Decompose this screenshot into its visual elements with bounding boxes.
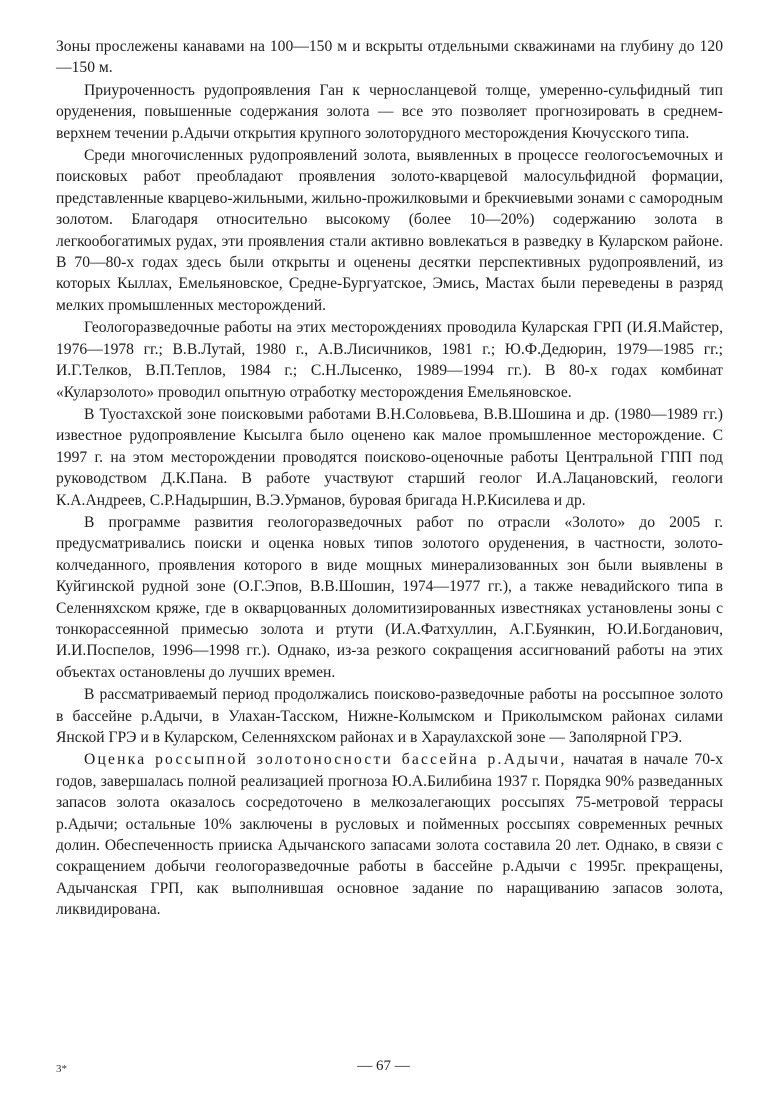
paragraph-6: В программе развития геологоразведочных работ по отрасли «Золото» до 2005 г. предусматривались поиски и оценка новых типов золотого оруденения, в частности, золото-колчеданного, проявления которого в виде мощных минерализованных зон были выявлены в Куйгинской рудной зоне (О.Г.Эпов, В.В.Шошин, 1974—1977 гг.), а также невадийского типа в Селенняхском кряже, где в окварцованных доломитизированных известняках установлены зоны с тонкорассеянной примесью золота и ртути (И.А.Фатхуллин, А.Г.Буянкин, Ю.И.Богданович, И.И.Поспелов, 1996—1998 гг.). Однако, из-за резкого сокращения ассигнований работы на этих объектах остановлены до лучших времен. <box>56 513 723 681</box>
paragraph-3: Среди многочисленных рудопроявлений золота, выявленных в процессе геологосъемочных и поисковых работ преобладают проявления золото-кварцевой малосульфидной формации, представленные кварцево-жильными, жильно-прожилковыми и брекчиевыми зонами с самородным золотом. Благодаря относительно высокому (более 10—20%) содержанию золота в легкообогатимых рудах, эти проявления стали активно вовлекаться в разведку в Куларском районе. В 70—80-х годах здесь были открыты и оценены десятки перспективных рудопроявлений, из которых Кыллах, Емельяновское, Средне-Бургуатское, Эмись, Мастах были переведены в разряд мелких промышленных месторождений. <box>56 147 723 314</box>
signature-mark: 3* <box>56 1063 67 1075</box>
paragraph-2: Приуроченность рудопроявления Ган к черносланцевой толще, умеренно-сульфидный тип оруденения, повышенные содержания золота — все это позволяет прогнозировать в среднем-верхнем течении р.Адычи открытия крупного золоторудного месторождения Кючусского типа. <box>56 81 723 142</box>
paragraph-5: В Туостахской зоне поисковыми работами В.Н.Соловьева, В.В.Шошина и др. (1980—1989 гг.) известное рудопроявление Кысылга было оценено как малое промышленное месторождение. С 1997 г. на этом месторождении проводятся поисково-оценочные работы Центральной ГПП под руководством Д.К.Пана. В работе участвуют старший геолог И.А.Лацановский, геологи К.А.Андреев, С.Р.Надыршин, В.Э.Урманов, буровая бригада Н.Р.Кисилева и др. <box>56 405 723 509</box>
paragraph-8-rest: начатая в начале 70-х годов, завершалась полной реализацией прогноза Ю.А.Билибина 1937 г. Порядка 90% разведанных запасов золота оказалось сосредоточено в мелкозалегающих россыпях 75-метровой террасы р.Адычи; остальные 10% заключены в русловых и пойменных россыпях современных речных долин. Обеспеченность прииска Адычанского запасами золота составила 20 лет. Однако, в связи с сокращением добычи геологоразведочные работы в бассейне р.Адычи с 1995г. прекращены, Адычанская ГРП, как выполнившая основное задание по наращиванию запасов золота, ликвидирована. <box>56 751 723 919</box>
page-body <box>56 36 723 922</box>
paragraph-8 <box>56 749 723 920</box>
spaced-lead-text: Оценка россыпной золотоносности бассейна р.Адычи, <box>84 751 567 769</box>
paragraph-1: Зоны прослежены канавами на 100—150 м и вскрыты отдельными скважинами на глубину до 120—150 м. <box>56 38 723 77</box>
paragraph-7: В рассматриваемый период продолжались поисково-разведочные работы на россыпное золото в бассейне р.Адычи, в Улахан-Тасском, Нижне-Колымском и Приколымском районах силами Янской ГРЭ и в Куларском, Селенняхском районах и в Хараулахской зоне — Заполярной ГРЭ. <box>56 686 723 746</box>
page-number: — 67 — <box>357 1058 410 1074</box>
paragraph-4: Геологоразведочные работы на этих месторождениях проводила Куларская ГРП (И.Я.Майстер, 1976—1978 гг.; В.В.Лутай, 1980 г., А.В.Лисичников, 1981 г.; Ю.Ф.Дедюрин, 1979—1985 гг.; И.Г.Телков, В.П.Теплов, 1984 г.; С.Н.Лысенко, 1989—1994 гг.). В 80-х годах комбинат «Куларзолото» проводил опытную отработку месторождения Емельяновское. <box>56 319 723 401</box>
